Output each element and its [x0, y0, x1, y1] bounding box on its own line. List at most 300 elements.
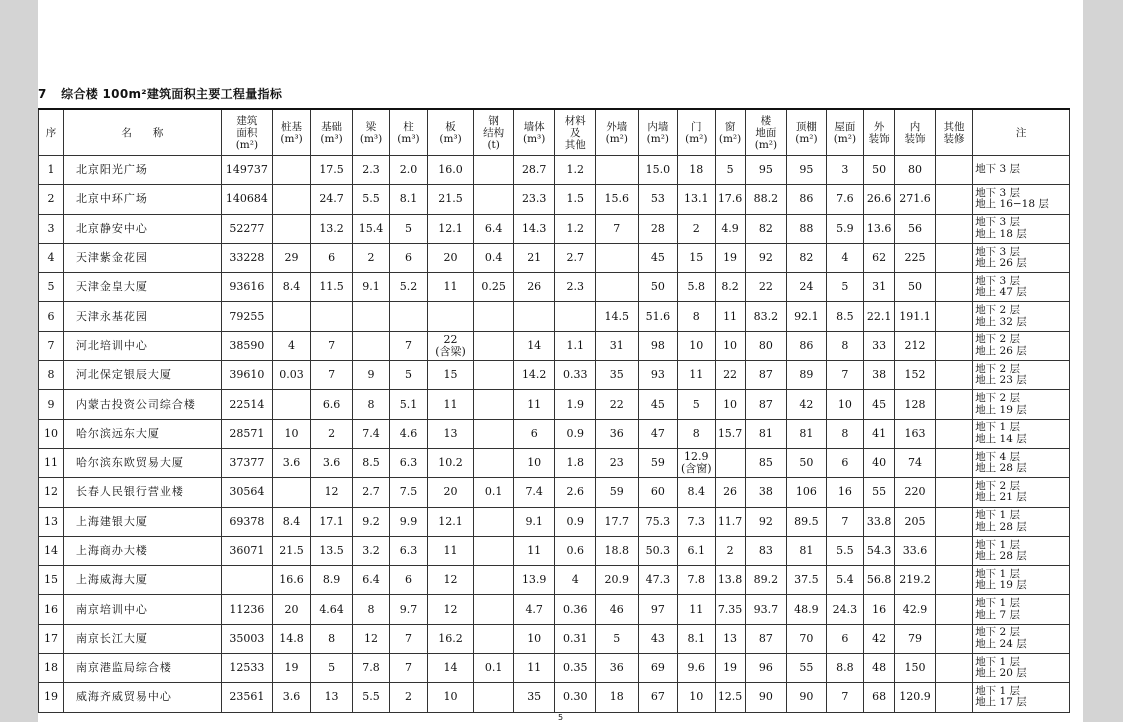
cell-roof: 10: [826, 390, 863, 419]
cell-note-line: 地下 3 层: [975, 186, 1021, 199]
cell-roof: 7: [826, 507, 863, 536]
cell-found: 11.5: [311, 273, 353, 302]
cell-area: 28571: [221, 419, 272, 448]
cell-wall: 35: [513, 683, 555, 712]
cell-door: 11: [678, 361, 715, 390]
cell-found: 17.5: [311, 156, 353, 185]
cell-int_wall: 45: [638, 390, 677, 419]
cell-found: 7: [311, 361, 353, 390]
cell-pile: 8.4: [272, 507, 310, 536]
cell-pile: 0.03: [272, 361, 310, 390]
cell-column: 5.2: [390, 273, 427, 302]
cell-slab: 12: [427, 595, 474, 624]
cell-door: 8.1: [678, 624, 715, 653]
cell-door: 9.6: [678, 654, 715, 683]
cell-slab: [427, 331, 474, 360]
cell-seq: 6: [39, 302, 64, 331]
cell-other_mat: 0.33: [555, 361, 596, 390]
cell-note: [973, 302, 1070, 331]
cell-seq: 16: [39, 595, 64, 624]
quantity-index-table: [38, 108, 1070, 713]
cell-note-line: 地下 1 层: [975, 538, 1021, 551]
header-beam-line: 梁: [365, 120, 377, 133]
cell-wall: 7.4: [513, 478, 555, 507]
cell-note-line: 地上 28 层: [975, 550, 1027, 562]
cell-steel: [474, 683, 513, 712]
cell-roof: 8: [826, 419, 863, 448]
cell-int_wall: 98: [638, 331, 677, 360]
cell-other_mat: 2.3: [555, 273, 596, 302]
cell-pile: 14.8: [272, 624, 310, 653]
header-found-line: (m³): [320, 132, 343, 145]
table-row: [39, 361, 1070, 390]
cell-note-line: 地上 19 层: [975, 579, 1027, 592]
cell-wall: 11: [513, 654, 555, 683]
cell-other_dec: [935, 478, 972, 507]
cell-window: 26: [715, 478, 745, 507]
cell-window: 13.8: [715, 566, 745, 595]
cell-note-line: 地下 2 层: [975, 479, 1021, 492]
cell-int_wall: 47: [638, 419, 677, 448]
cell-floor: 83: [745, 536, 787, 565]
cell-beam: 2: [352, 243, 389, 272]
cell-other_mat: 0.31: [555, 624, 596, 653]
cell-wall: 14.2: [513, 361, 555, 390]
table-caption: [38, 85, 282, 102]
cell-note-line: 地下 2 层: [975, 304, 1021, 317]
header-other_dec-line: 其他: [943, 120, 965, 133]
cell-column: [390, 302, 427, 331]
cell-note: [973, 566, 1070, 595]
header-window: [715, 109, 745, 156]
cell-int_wall: 50.3: [638, 536, 677, 565]
cell-ext_dec: 48: [864, 654, 895, 683]
cell-ceiling: 92.1: [787, 302, 826, 331]
cell-int_dec: 271.6: [895, 185, 936, 214]
cell-floor: 90: [745, 683, 787, 712]
cell-other_dec: [935, 273, 972, 302]
cell-pile: 29: [272, 243, 310, 272]
cell-name: 北京中环广场: [63, 185, 221, 214]
table-row: [39, 507, 1070, 536]
header-note: [973, 109, 1070, 156]
cell-int_wall: 47.3: [638, 566, 677, 595]
cell-int_dec: 79: [895, 624, 936, 653]
cell-ceiling: 55: [787, 654, 826, 683]
header-ext_wall-line: 外墙: [606, 120, 628, 133]
header-door-line: (m²): [685, 132, 708, 145]
cell-door: 15: [678, 243, 715, 272]
cell-note-line: 地下 1 层: [975, 684, 1021, 697]
cell-seq: 4: [39, 243, 64, 272]
cell-ext_wall: 36: [596, 654, 639, 683]
cell-steel: [474, 156, 513, 185]
cell-ext_wall: 59: [596, 478, 639, 507]
cell-ext_dec: 40: [864, 448, 895, 477]
header-area: [221, 109, 272, 156]
cell-slab: [427, 302, 474, 331]
cell-beam: [352, 331, 389, 360]
table-row: [39, 683, 1070, 712]
cell-ceiling: 50: [787, 448, 826, 477]
cell-column: 9.7: [390, 595, 427, 624]
cell-ext_dec: 16: [864, 595, 895, 624]
cell-ext_dec: 38: [864, 361, 895, 390]
cell-beam: [352, 302, 389, 331]
cell-door: 6.1: [678, 536, 715, 565]
cell-slab: 16.0: [427, 156, 474, 185]
header-roof-line: 屋面: [834, 120, 856, 133]
cell-beam: 7.4: [352, 419, 389, 448]
header-column-line: 柱: [403, 120, 414, 133]
cell-window: 10: [715, 390, 745, 419]
cell-found: 12: [311, 478, 353, 507]
header-area-line: (m²): [235, 138, 259, 151]
cell-pile: 21.5: [272, 536, 310, 565]
cell-ext_wall: 35: [596, 361, 639, 390]
cell-other_mat: 0.9: [555, 507, 596, 536]
cell-steel: [474, 448, 513, 477]
cell-found: 8.9: [311, 566, 353, 595]
cell-floor: 88.2: [745, 185, 787, 214]
header-ceiling-line: (m²): [795, 132, 818, 145]
cell-ceiling: 37.5: [787, 566, 826, 595]
cell-note-line: 地上 21 层: [975, 491, 1027, 504]
header-beam: [352, 109, 389, 156]
cell-steel: [474, 361, 513, 390]
cell-window: 19: [715, 243, 745, 272]
cell-column: 7: [390, 331, 427, 360]
cell-ceiling: 89.5: [787, 507, 826, 536]
cell-column: 6.3: [390, 536, 427, 565]
cell-other_mat: 1.9: [555, 390, 596, 419]
cell-int_dec: 56: [895, 214, 936, 243]
table-row: [39, 185, 1070, 214]
header-steel: [474, 109, 513, 156]
cell-area: 149737: [221, 156, 272, 185]
header-seq-line: 序: [45, 126, 57, 139]
header-steel-line: 钢: [488, 114, 499, 127]
cell-ext_dec: 31: [864, 273, 895, 302]
cell-pile: [272, 156, 310, 185]
cell-ceiling: 81: [787, 419, 826, 448]
cell-floor: 85: [745, 448, 787, 477]
cell-note: [973, 243, 1070, 272]
cell-door: [678, 448, 715, 477]
cell-note-line: 地下 3 层: [975, 163, 1021, 176]
cell-slab: 14: [427, 654, 474, 683]
cell-slab: 16.2: [427, 624, 474, 653]
cell-other_mat: 0.30: [555, 683, 596, 712]
cell-note-line: 地上 24 层: [975, 637, 1027, 650]
cell-column: 6: [390, 566, 427, 595]
cell-wall: 26: [513, 273, 555, 302]
cell-ext_dec: 22.1: [864, 302, 895, 331]
cell-name: 南京港监局综合楼: [63, 654, 221, 683]
cell-window: 11: [715, 302, 745, 331]
cell-floor: 87: [745, 390, 787, 419]
cell-found: 7: [311, 331, 353, 360]
table-number: 7: [38, 87, 47, 101]
cell-roof: 6: [826, 624, 863, 653]
cell-door: 11: [678, 595, 715, 624]
cell-other_mat: [555, 302, 596, 331]
cell-door: 2: [678, 214, 715, 243]
cell-beam: 12: [352, 624, 389, 653]
cell-window: [715, 448, 745, 477]
cell-pile: 4: [272, 331, 310, 360]
cell-window: 15.7: [715, 419, 745, 448]
cell-slab: 11: [427, 536, 474, 565]
header-other_mat-line: 其他: [564, 138, 586, 151]
header-floor-line: (m²): [754, 138, 778, 151]
cell-found: 8: [311, 624, 353, 653]
cell-other_mat: 0.6: [555, 536, 596, 565]
cell-ext_dec: 56.8: [864, 566, 895, 595]
cell-pile: 3.6: [272, 448, 310, 477]
cell-column: 2.0: [390, 156, 427, 185]
cell-door: 7.3: [678, 507, 715, 536]
header-steel-line: (t): [487, 138, 500, 151]
cell-window: 4.9: [715, 214, 745, 243]
cell-roof: 16: [826, 478, 863, 507]
header-column: [390, 109, 427, 156]
header-row: [39, 109, 1070, 156]
cell-ceiling: 42: [787, 390, 826, 419]
cell-note-line: 地上 14 层: [975, 432, 1027, 445]
cell-note: [973, 595, 1070, 624]
table-row: [39, 654, 1070, 683]
cell-note-line: 地下 1 层: [975, 567, 1021, 580]
cell-ext_wall: 23: [596, 448, 639, 477]
header-ext_wall: [596, 109, 639, 156]
cell-note-line: 地上 47 层: [975, 286, 1027, 299]
header-slab-line: 板: [445, 120, 456, 133]
cell-wall: [513, 302, 555, 331]
cell-steel: 6.4: [474, 214, 513, 243]
cell-note-line: 地上 19 层: [975, 403, 1027, 416]
cell-slab: 20: [427, 478, 474, 507]
cell-slab: 20: [427, 243, 474, 272]
header-slab: [427, 109, 474, 156]
cell-other_mat: 1.2: [555, 156, 596, 185]
header-ext_dec-line: 装饰: [868, 132, 890, 145]
cell-note: [973, 536, 1070, 565]
cell-wall: 13.9: [513, 566, 555, 595]
cell-name: 上海威海大厦: [63, 566, 221, 595]
cell-floor: 95: [745, 156, 787, 185]
cell-other_dec: [935, 536, 972, 565]
cell-note: [973, 448, 1070, 477]
cell-column: 6: [390, 243, 427, 272]
cell-found: 13.2: [311, 214, 353, 243]
cell-steel: [474, 390, 513, 419]
cell-roof: 5.9: [826, 214, 863, 243]
cell-seq: 10: [39, 419, 64, 448]
cell-seq: 9: [39, 390, 64, 419]
cell-int_dec: 191.1: [895, 302, 936, 331]
cell-found: 13.5: [311, 536, 353, 565]
cell-name: 上海商办大楼: [63, 536, 221, 565]
cell-area: 11236: [221, 595, 272, 624]
cell-note-line: 地下 1 层: [975, 597, 1021, 610]
cell-seq: 17: [39, 624, 64, 653]
header-floor-line: 地面: [755, 126, 777, 139]
cell-area: 22514: [221, 390, 272, 419]
cell-area: 12533: [221, 654, 272, 683]
cell-door: 8.4: [678, 478, 715, 507]
cell-name: 天津金皇大厦: [63, 273, 221, 302]
cell-window: 8.2: [715, 273, 745, 302]
header-int_dec-line: 装饰: [904, 132, 926, 145]
header-window-line: 窗: [724, 120, 736, 133]
cell-ceiling: 95: [787, 156, 826, 185]
cell-ext_dec: 33.8: [864, 507, 895, 536]
cell-note-line: 地下 3 层: [975, 216, 1021, 229]
page-number: 5: [558, 713, 564, 722]
header-other_dec-line: 装修: [943, 132, 965, 145]
cell-ext_wall: 18.8: [596, 536, 639, 565]
cell-window: 12.5: [715, 683, 745, 712]
cell-note: [973, 361, 1070, 390]
cell-window: 7.35: [715, 595, 745, 624]
cell-wall: 4.7: [513, 595, 555, 624]
table-title: 综合楼 100m²建筑面积主要工程量指标: [61, 87, 283, 101]
cell-other_dec: [935, 361, 972, 390]
cell-note: [973, 624, 1070, 653]
cell-int_dec: 152: [895, 361, 936, 390]
cell-column: 2: [390, 683, 427, 712]
cell-note: [973, 273, 1070, 302]
cell-seq: 8: [39, 361, 64, 390]
cell-other_dec: [935, 390, 972, 419]
cell-name: 北京静安中心: [63, 214, 221, 243]
cell-other_mat: 1.5: [555, 185, 596, 214]
table-row: [39, 156, 1070, 185]
cell-int_wall: 45: [638, 243, 677, 272]
cell-wall: 28.7: [513, 156, 555, 185]
cell-door: 13.1: [678, 185, 715, 214]
header-floor: [745, 109, 787, 156]
cell-ceiling: 81: [787, 536, 826, 565]
cell-int_wall: 28: [638, 214, 677, 243]
cell-int_dec: 50: [895, 273, 936, 302]
cell-window: 22: [715, 361, 745, 390]
cell-note-line: 地下 3 层: [975, 274, 1021, 287]
cell-other_dec: [935, 507, 972, 536]
cell-pile: [272, 390, 310, 419]
cell-other_dec: [935, 243, 972, 272]
cell-area: 39610: [221, 361, 272, 390]
cell-ext_dec: 41: [864, 419, 895, 448]
cell-ext_dec: 13.6: [864, 214, 895, 243]
cell-floor: 92: [745, 243, 787, 272]
cell-int_wall: 50: [638, 273, 677, 302]
cell-note-line: 地下 1 层: [975, 509, 1021, 522]
cell-area: 69378: [221, 507, 272, 536]
cell-area: 79255: [221, 302, 272, 331]
cell-wall: 23.3: [513, 185, 555, 214]
cell-ext_dec: 26.6: [864, 185, 895, 214]
cell-int_dec: 128: [895, 390, 936, 419]
cell-slab-line: 22: [443, 332, 458, 346]
cell-door: 5.8: [678, 273, 715, 302]
cell-int_wall: 60: [638, 478, 677, 507]
cell-int_wall: 53: [638, 185, 677, 214]
cell-pile: [272, 302, 310, 331]
cell-steel: 0.25: [474, 273, 513, 302]
cell-note-line: 地下 1 层: [975, 421, 1021, 434]
cell-other_dec: [935, 654, 972, 683]
cell-pile: [272, 478, 310, 507]
cell-note-line: 地上 32 层: [975, 315, 1027, 328]
header-int_wall: [638, 109, 677, 156]
cell-steel: 0.1: [474, 478, 513, 507]
table-row: [39, 595, 1070, 624]
cell-steel: [474, 507, 513, 536]
cell-name: 内蒙古投资公司综合楼: [63, 390, 221, 419]
header-name: [63, 109, 221, 156]
cell-column: 6.3: [390, 448, 427, 477]
cell-int_wall: 97: [638, 595, 677, 624]
header-roof: [826, 109, 863, 156]
cell-floor: 93.7: [745, 595, 787, 624]
cell-note: [973, 478, 1070, 507]
cell-int_dec: 205: [895, 507, 936, 536]
cell-wall: 10: [513, 448, 555, 477]
cell-ext_wall: 5: [596, 624, 639, 653]
header-floor-line: 楼: [760, 114, 772, 127]
cell-int_dec: 33.6: [895, 536, 936, 565]
cell-note-line: 地上 7 层: [975, 608, 1021, 621]
cell-pile: [272, 185, 310, 214]
cell-beam: 15.4: [352, 214, 389, 243]
cell-name: 南京培训中心: [63, 595, 221, 624]
cell-note-line: 地上 28 层: [975, 462, 1027, 475]
cell-ceiling: 70: [787, 624, 826, 653]
cell-other_mat: 2.7: [555, 243, 596, 272]
cell-other_dec: [935, 448, 972, 477]
cell-window: 11.7: [715, 507, 745, 536]
cell-roof: 3: [826, 156, 863, 185]
cell-int_wall: 43: [638, 624, 677, 653]
cell-note-line: 地上 26 层: [975, 344, 1027, 357]
cell-slab: 12.1: [427, 214, 474, 243]
cell-column: 7.5: [390, 478, 427, 507]
cell-note-line: 地下 2 层: [975, 626, 1021, 639]
cell-roof: 7: [826, 361, 863, 390]
cell-area: 30564: [221, 478, 272, 507]
cell-name: 上海建银大厦: [63, 507, 221, 536]
cell-column: 5.1: [390, 390, 427, 419]
cell-slab: 11: [427, 273, 474, 302]
cell-beam: 3.2: [352, 536, 389, 565]
header-steel-line: 结构: [483, 126, 505, 139]
cell-note: [973, 331, 1070, 360]
cell-wall: 14: [513, 331, 555, 360]
header-area-line: 面积: [236, 126, 258, 139]
cell-wall: 21: [513, 243, 555, 272]
table-row: [39, 302, 1070, 331]
cell-ext_wall: 15.6: [596, 185, 639, 214]
cell-beam: 2.7: [352, 478, 389, 507]
cell-ext_wall: 17.7: [596, 507, 639, 536]
header-column-line: (m³): [397, 132, 420, 145]
header-wall-line: 墙体: [523, 120, 545, 133]
cell-door: 18: [678, 156, 715, 185]
cell-wall: 14.3: [513, 214, 555, 243]
cell-roof: 8.5: [826, 302, 863, 331]
